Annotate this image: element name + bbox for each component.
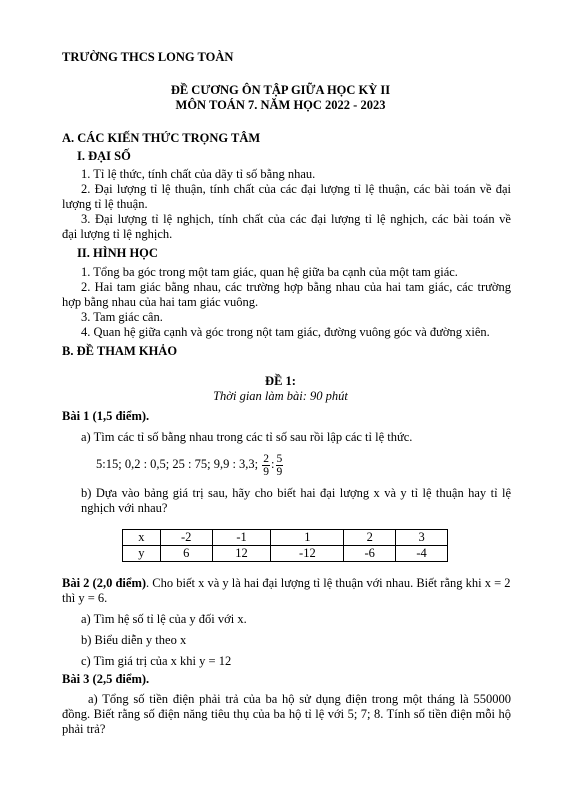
bai1-title: Bài 1 (1,5 điểm). [62,409,150,423]
doc-subtitle: MÔN TOÁN 7. NĂM HỌC 2022 - 2023 [175,98,386,112]
table-cell: 1 [271,530,344,546]
table-cell: 3 [396,530,448,546]
algebra-item-2-cont: lượng tỉ lệ thuận. [62,197,148,211]
fraction-2-9: $\frac{2}{9}$ [263,452,270,478]
doc-title: ĐỀ CƯƠNG ÔN TẬP GIỮA HỌC KỲ II [170,83,391,97]
table-cell: -6 [344,546,396,562]
ratio-list: 5:15; 0,2 : 0,5; 25 : 75; 9,9 : 3,3; [96,457,259,471]
algebra-item-1: 1. Tỉ lệ thức, tính chất của dãy tỉ số bằng nhau. [81,167,316,181]
table-cell: 12 [212,546,271,562]
bai2-title: Bài 2 (2,0 điểm) [62,576,147,590]
algebra-item-3-cont: đại lượng tỉ lệ nghịch. [62,227,173,241]
bai2-part-b: b) Biểu diễn y theo x [81,633,187,647]
table-row-y [123,546,448,562]
geometry-item-3: 3. Tam giác cân. [81,310,163,324]
bai1-part-b-cont: nghịch với nhau? [81,501,168,515]
value-table [122,529,448,562]
bai2-line-2: thì y = 6. [62,591,108,605]
bai1-ratios [96,451,284,478]
section-a-heading: A. CÁC KIẾN THỨC TRỌNG TÂM [62,131,261,145]
table-cell: y [123,546,161,562]
bai1-part-a: a) Tìm các tỉ số bằng nhau trong các tỉ số sau rồi lập các tỉ lệ thức. [81,430,413,444]
bai2-part-c: c) Tìm giá trị của x khi y = 12 [81,654,232,668]
geometry-item-4: 4. Quan hệ giữa cạnh và góc trong nột tam giác, đường vuông góc và đường xiên. [81,325,490,339]
algebra-heading: I. ĐẠI SỐ [77,149,131,163]
table-cell: -1 [212,530,271,546]
bai2-text: . Cho biết x và y là hai đại lượng tỉ lệ thuận với nhau. Biết rằng khi x = 2 [146,576,511,590]
geometry-heading: II. HÌNH HỌC [77,246,158,260]
table-cell: -4 [396,546,448,562]
section-b-heading: B. ĐỀ THAM KHẢO [62,344,178,358]
algebra-item-3: 3. Đại lượng tỉ lệ nghịch, tính chất của các đại lượng tỉ lệ nghịch, các bài toán về [81,212,511,226]
bai1-part-b: b) Dựa vào bảng giá trị sau, hãy cho biết hai đại lượng x và y tỉ lệ thuận hay tỉ lệ [81,486,511,500]
table-cell: -2 [160,530,212,546]
table-row-x [123,530,448,546]
bai2-line-1 [62,576,511,591]
bai3-part-a: a) Tổng số tiền điện phải trả của ba hộ sử dụng điện trong một tháng là 550000 [88,692,511,706]
exam-time: Thời gian làm bài: 90 phút [213,389,348,403]
fraction-separator: : [271,457,275,471]
table-cell: 2 [344,530,396,546]
geometry-item-1: 1. Tổng ba góc trong một tam giác, quan hệ giữa ba cạnh của một tam giác. [81,265,458,279]
table-cell: 6 [160,546,212,562]
fraction-5-9: $\frac{5}{9}$ [276,452,283,478]
bai3-part-a-cont: đồng. Biết rằng số điện năng tiêu thụ của ba hộ tỉ lệ với 5; 7; 8. Tính số tiền điện mỗi hộ [62,707,511,721]
table-cell: -12 [271,546,344,562]
bai3-title: Bài 3 (2,5 điểm). [62,672,150,686]
algebra-item-2: 2. Đại lượng tỉ lệ thuận, tính chất của các đại lượng tỉ lệ thuận, các bài toán về đại [81,182,511,196]
table-cell: x [123,530,161,546]
school-name: TRƯỜNG THCS LONG TOÀN [62,50,234,64]
bai2-part-a: a) Tìm hệ số tỉ lệ của y đối với x. [81,612,247,626]
exam-title: ĐỀ 1: [265,374,296,388]
geometry-item-2: 2. Hai tam giác bằng nhau, các trường hợp bằng nhau của hai tam giác, các trường [81,280,511,294]
geometry-item-2-cont: hợp bằng nhau của hai tam giác vuông. [62,295,259,309]
bai3-part-a-end: phải trả? [62,722,106,736]
